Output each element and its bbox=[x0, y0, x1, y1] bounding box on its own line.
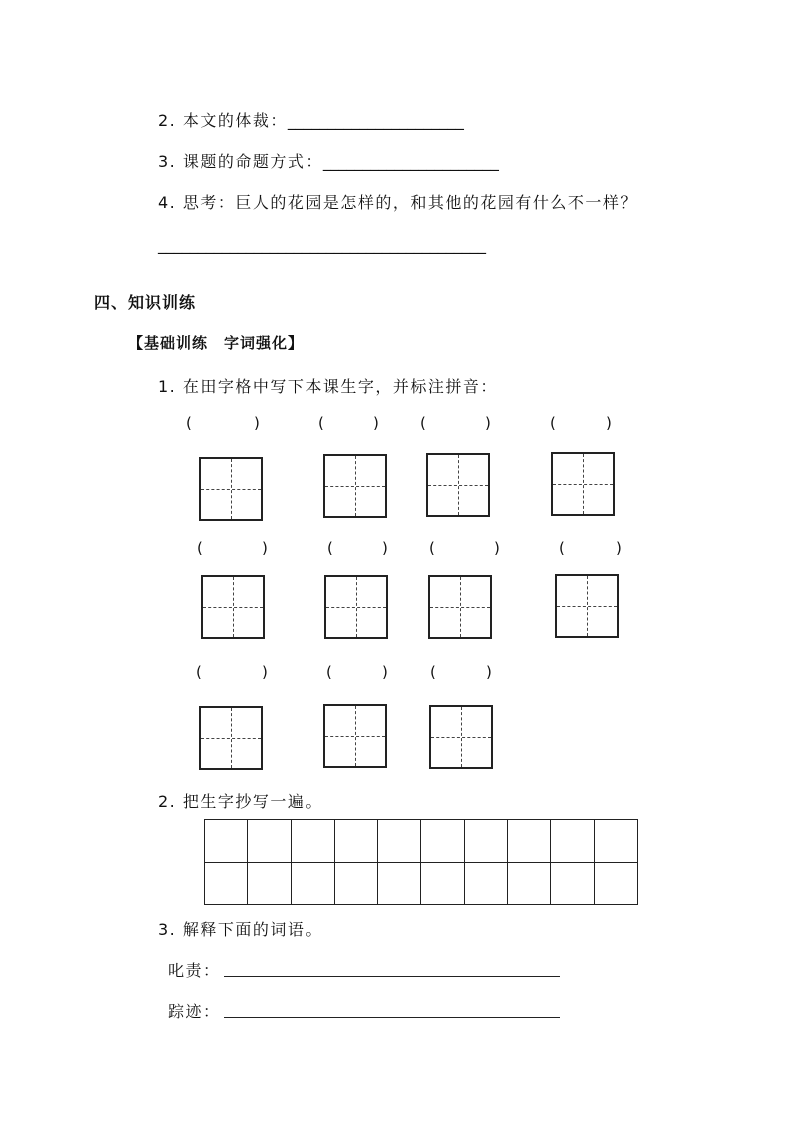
pinyin-paren-close: ) bbox=[262, 663, 268, 681]
pinyin-paren-open: ( bbox=[318, 414, 324, 432]
pinyin-paren-close: ) bbox=[494, 539, 500, 557]
grid-cell[interactable] bbox=[508, 820, 551, 863]
pinyin-paren-close: ) bbox=[382, 539, 388, 557]
pinyin-paren-open: ( bbox=[420, 414, 426, 432]
question-4-answer-blank: _________________________________________ bbox=[158, 235, 486, 254]
section-heading: 四、知识训练 bbox=[94, 293, 197, 312]
question-3 bbox=[158, 149, 499, 172]
grid-cell[interactable] bbox=[291, 862, 334, 905]
grid-cell[interactable] bbox=[464, 862, 507, 905]
grid-cell[interactable] bbox=[421, 820, 464, 863]
definition-answer-line[interactable] bbox=[224, 1017, 560, 1018]
pinyin-paren-open: ( bbox=[326, 663, 332, 681]
tianzige-box[interactable] bbox=[324, 575, 388, 639]
word-label: 踪迹： bbox=[168, 1002, 221, 1021]
pinyin-paren-open: ( bbox=[186, 414, 192, 432]
pinyin-paren-close: ) bbox=[486, 663, 492, 681]
grid-cell[interactable] bbox=[594, 820, 637, 863]
tianzige-box[interactable] bbox=[426, 453, 490, 517]
grid-cell[interactable] bbox=[334, 862, 377, 905]
grid-cell[interactable] bbox=[378, 862, 421, 905]
pinyin-paren-close: ) bbox=[262, 539, 268, 557]
grid-cell[interactable] bbox=[551, 820, 594, 863]
grid-cell[interactable] bbox=[291, 820, 334, 863]
pinyin-paren-close: ) bbox=[254, 414, 260, 432]
question-2-answer-blank: ______________________ bbox=[287, 111, 464, 130]
exercise-2-prompt: 2. 把生字抄写一遍。 bbox=[158, 792, 323, 811]
tianzige-box[interactable] bbox=[429, 705, 493, 769]
subsection-heading: 【基础训练 字词强化】 bbox=[128, 334, 305, 352]
tianzige-box[interactable] bbox=[428, 575, 492, 639]
grid-cell[interactable] bbox=[421, 862, 464, 905]
pinyin-paren-close: ) bbox=[485, 414, 491, 432]
pinyin-paren-open: ( bbox=[559, 539, 565, 557]
pinyin-paren-open: ( bbox=[197, 539, 203, 557]
pinyin-paren-open: ( bbox=[550, 414, 556, 432]
copy-writing-grid bbox=[204, 819, 638, 905]
pinyin-paren-open: ( bbox=[196, 663, 202, 681]
pinyin-paren-close: ) bbox=[373, 414, 379, 432]
tianzige-box[interactable] bbox=[199, 706, 263, 770]
pinyin-paren-close: ) bbox=[382, 663, 388, 681]
tianzige-box[interactable] bbox=[199, 457, 263, 521]
exercise-1-prompt: 1. 在田字格中写下本课生字，并标注拼音： bbox=[158, 377, 498, 396]
grid-cell[interactable] bbox=[334, 820, 377, 863]
tianzige-box[interactable] bbox=[323, 454, 387, 518]
grid-cell[interactable] bbox=[594, 862, 637, 905]
grid-cell[interactable] bbox=[205, 862, 248, 905]
tianzige-box[interactable] bbox=[551, 452, 615, 516]
tianzige-box[interactable] bbox=[555, 574, 619, 638]
pinyin-paren-open: ( bbox=[429, 539, 435, 557]
exercise-3-prompt: 3. 解释下面的词语。 bbox=[158, 920, 323, 939]
pinyin-paren-open: ( bbox=[430, 663, 436, 681]
grid-cell[interactable] bbox=[378, 820, 421, 863]
grid-cell[interactable] bbox=[464, 820, 507, 863]
grid-cell[interactable] bbox=[551, 862, 594, 905]
pinyin-paren-open: ( bbox=[327, 539, 333, 557]
question-4: 4. 思考：巨人的花园是怎样的，和其他的花园有什么不一样？ bbox=[158, 193, 638, 212]
word-label: 叱责： bbox=[168, 961, 221, 980]
grid-cell[interactable] bbox=[248, 820, 291, 863]
pinyin-paren-close: ) bbox=[606, 414, 612, 432]
tianzige-box[interactable] bbox=[201, 575, 265, 639]
grid-cell[interactable] bbox=[205, 820, 248, 863]
question-2 bbox=[158, 108, 464, 131]
question-3-answer-blank: ______________________ bbox=[322, 152, 499, 171]
grid-cell[interactable] bbox=[508, 862, 551, 905]
definition-answer-line[interactable] bbox=[224, 976, 560, 977]
tianzige-box[interactable] bbox=[323, 704, 387, 768]
grid-cell[interactable] bbox=[248, 862, 291, 905]
question-2-text: 2. 本文的体裁： bbox=[158, 111, 288, 130]
pinyin-paren-close: ) bbox=[616, 539, 622, 557]
question-3-text: 3. 课题的命题方式： bbox=[158, 152, 323, 171]
